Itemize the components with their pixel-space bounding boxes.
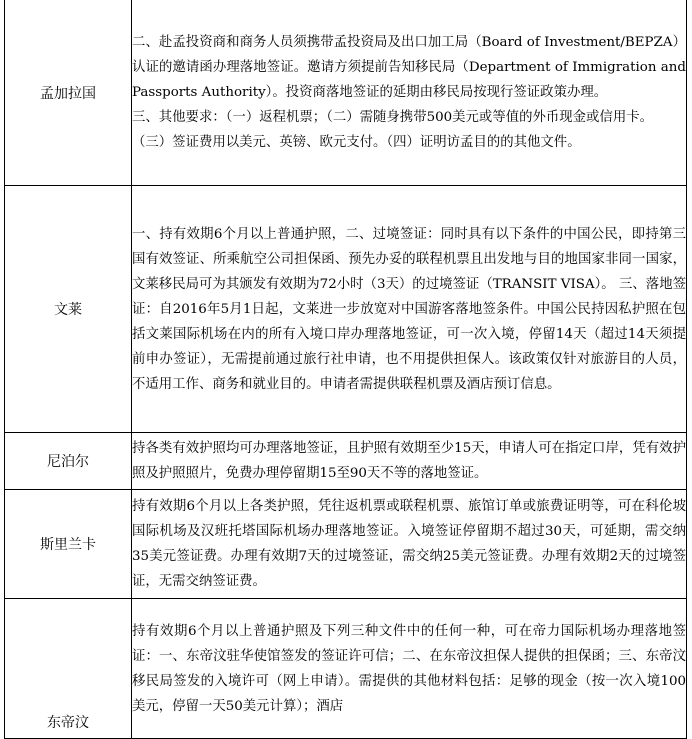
description-cell: [132, 599, 687, 739]
paragraph: 二、赴孟投资商和商务人员须携带孟投资局及出口加工局（Board of Investment/BEPZA）认证的邀请函办理落地签证。邀请方须提前告知移民局（Department of Immigration and Passports Authority）。投资商落地签证的延期由移民局按现行签证政策办理。: [132, 35, 686, 100]
table-row-bangladesh: [5, 0, 687, 186]
paragraph: 持各类有效护照均可办理落地签证，且护照有效期至少15天，申请人可在指定口岸，凭有效护照及护照照片，免费办理停留期15至90天不等的落地签证。: [132, 441, 686, 481]
table-row-nepal: [5, 433, 687, 490]
paragraph: 持有效期6个月以上各类护照，凭往返机票或联程机票、旅馆订单或旅费证明等，可在科伦坡国际机场及汉班托塔国际机场办理落地签证。入境签证停留期不超过30天，可延期，需交纳35美元签证费。办理有效期7天的过境签证，需交纳25美元签证费。办理有效期2天的过境签证，无需交纳签证费。: [132, 499, 686, 589]
country-cell: 东帝汶: [5, 599, 132, 739]
table-row-timor-leste: [5, 599, 687, 739]
table-row-sri-lanka: [5, 490, 687, 599]
visa-policy-table: [4, 0, 687, 739]
description-cell: [132, 433, 687, 490]
paragraph: （三）签证费用以美元、英镑、欧元支付。（四）证明访孟目的的其他文件。: [132, 135, 581, 150]
paragraph: 一、持有效期6个月以上普通护照，二、过境签证：同时具有以下条件的中国公民，即持第三国有效签证、所乘航空公司担保函、预先办妥的联程机票且出发地与目的地国家非同一国家，文莱移民局可为其颁发有效期为72小时（3天）的过境签证（TRANSIT VISA）。 三、落地签证：自2016年5月1日起，文莱进一步放宽对中国游客落地签条件。中国公民持因私护照在包括文莱国际机场在内的所有入境口岸办理落地签证，可一次入境，停留14天（超过14天须提前申办签证），无需提前通过旅行社申请，也不用提供担保人。该政策仅针对旅游目的人员，不适用工作、商务和就业目的。申请者需提供联程机票及酒店预订信息。: [132, 226, 686, 392]
paragraph: 三、其他要求：（一）返程机票；（二）需随身携带500美元或等值的外币现金或信用卡。: [132, 110, 653, 125]
paragraph: 持有效期6个月以上普通护照及下列三种文件中的任何一种，可在帝力国际机场办理落地签证：一、东帝汶驻华使馆签发的签证许可信；二、在东帝汶担保人提供的担保函；三、东帝汶移民局签发的入境许可（网上申请）。需提供的其他材料包括：足够的现金（按一次入境100美元，停留一天50美元计算）；酒店: [132, 623, 686, 714]
country-cell: 尼泊尔: [5, 433, 132, 490]
country-cell: 斯里兰卡: [5, 490, 132, 599]
table-row-brunei: [5, 186, 687, 433]
description-cell: [132, 0, 687, 186]
country-cell: 文莱: [5, 186, 132, 433]
description-cell: [132, 490, 687, 599]
country-cell: 孟加拉国: [5, 0, 132, 186]
description-cell: [132, 186, 687, 433]
